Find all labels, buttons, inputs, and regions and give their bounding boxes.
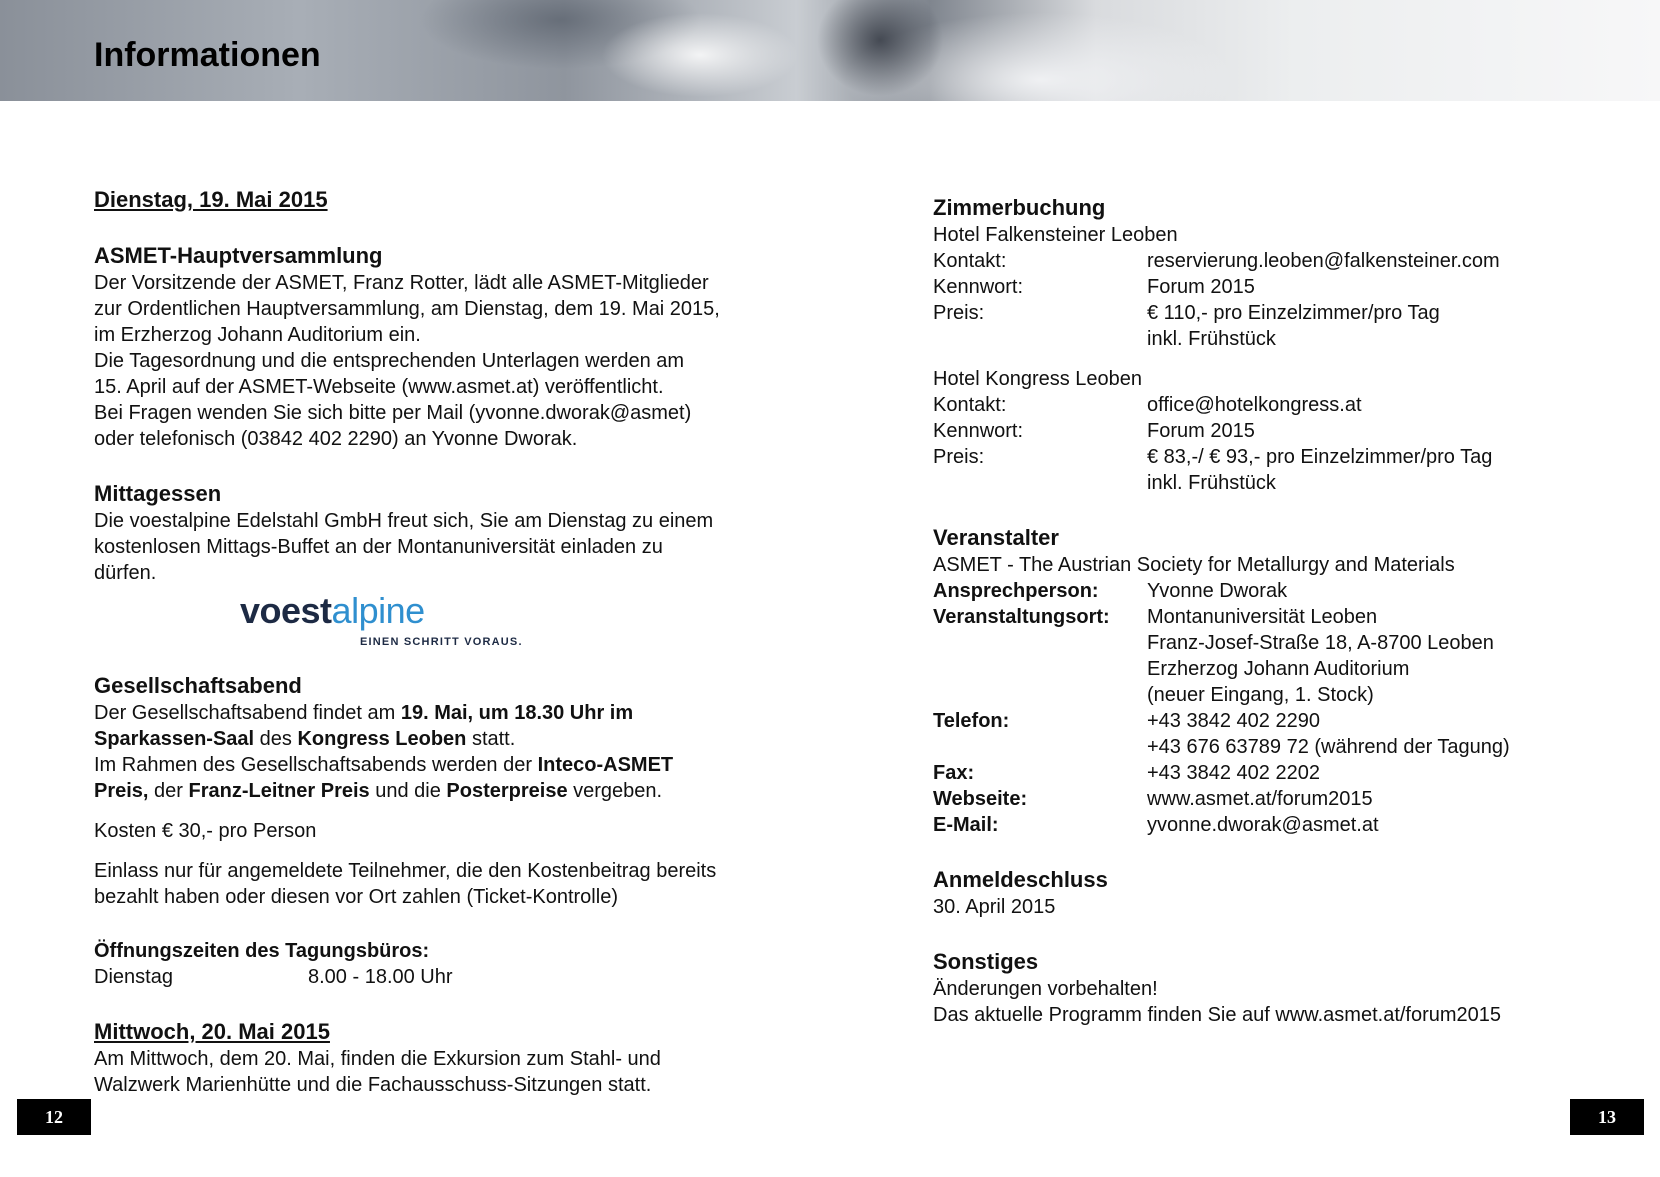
logo-part-alpine: alpine (331, 590, 425, 631)
info-row (933, 604, 1633, 630)
deadline-value: 30. April 2015 (933, 896, 1056, 918)
text-line: Die voestalpine Edelstahl GmbH freut sich, Sie am Dienstag zu einem (94, 510, 714, 532)
info-row (933, 300, 1633, 326)
text-line (94, 778, 794, 804)
text-line: oder telefonisch (03842 402 2290) an Yvonne Dworak. (94, 428, 578, 450)
info-row (933, 248, 1633, 274)
section-title: Sonstiges (933, 949, 1039, 974)
text-line: dürfen. (94, 562, 157, 584)
info-row (933, 708, 1633, 734)
text-run: und die (369, 780, 447, 802)
info-row (933, 812, 1633, 838)
logo-part-voest: voest (240, 590, 332, 631)
info-row (933, 786, 1633, 812)
text-run: Im Rahmen des Gesellschaftsabends werden der (94, 754, 538, 776)
row-label: Preis: (933, 302, 985, 324)
row-value: www.asmet.at/forum2015 (1147, 788, 1373, 810)
row-value: inkl. Frühstück (1147, 328, 1276, 350)
info-row (933, 392, 1633, 418)
row-label: Telefon: (933, 710, 1010, 732)
right-column (933, 194, 1633, 1028)
section-sonstiges (933, 948, 1633, 1028)
row-value: (neuer Eingang, 1. Stock) (1147, 684, 1374, 706)
section-mittagessen (94, 480, 794, 658)
hours-day: Dienstag (94, 966, 173, 988)
section-title: Öffnungszeiten des Tagungsbüros: (94, 940, 430, 962)
info-row (933, 578, 1633, 604)
text-run: der (148, 780, 189, 802)
row-value: Forum 2015 (1147, 420, 1255, 442)
text-run: Der Gesellschaftsabend findet am (94, 702, 401, 724)
row-label: Kontakt: (933, 250, 1007, 272)
logo-tagline: EINEN SCHRITT VORAUS. (360, 636, 523, 648)
row-label: Fax: (933, 762, 975, 784)
text-line: bezahlt haben oder diesen vor Ort zahlen (Ticket-Kontrolle) (94, 886, 618, 908)
date-heading-wednesday: Mittwoch, 20. Mai 2015 (94, 1019, 330, 1044)
section-veranstalter (933, 524, 1633, 838)
row-value: +43 3842 402 2290 (1147, 710, 1320, 732)
text-line: kostenlosen Mittags-Buffet an der Montanuniversität einladen zu (94, 536, 663, 558)
hotel-name: Hotel Kongress Leoben (933, 368, 1143, 390)
row-value: Montanuniversität Leoben (1147, 606, 1378, 628)
row-label (933, 326, 1147, 352)
page-number-right: 13 (1570, 1099, 1644, 1135)
row-label: Preis: (933, 446, 985, 468)
row-label: Kontakt: (933, 394, 1007, 416)
row-value: office@hotelkongress.at (1147, 394, 1362, 416)
section-title: Gesellschaftsabend (94, 673, 302, 698)
section-mittwoch (94, 1018, 794, 1098)
text-line: Einlass nur für angemeldete Teilnehmer, die den Kostenbeitrag bereits (94, 860, 717, 882)
page-number-left: 12 (17, 1099, 91, 1135)
header-banner (0, 0, 1660, 101)
text-line (94, 700, 794, 726)
row-label: E-Mail: (933, 814, 999, 836)
row-label: Veranstaltungsort: (933, 606, 1110, 628)
row-value: Erzherzog Johann Auditorium (1147, 658, 1410, 680)
row-label (933, 630, 1147, 656)
info-row (933, 274, 1633, 300)
section-title: Veranstalter (933, 525, 1059, 550)
row-label: Ansprechperson: (933, 580, 1099, 602)
organizer-name: ASMET - The Austrian Society for Metallurgy and Materials (933, 554, 1455, 576)
logo-wordmark (240, 590, 425, 632)
row-value: yvonne.dworak@asmet.at (1147, 814, 1379, 836)
row-label (933, 682, 1147, 708)
text-run-bold: Posterpreise (446, 780, 568, 802)
section-title: ASMET-Hauptversammlung (94, 243, 383, 268)
opening-hours-row (94, 964, 794, 990)
info-row (933, 656, 1633, 682)
cost-line: Kosten € 30,- pro Person (94, 820, 317, 842)
page-title: Informationen (94, 36, 321, 74)
text-run-bold: 19. Mai, um 18.30 Uhr im (400, 702, 634, 724)
section-gesellschaftsabend (94, 672, 794, 910)
info-row (933, 682, 1633, 708)
text-run: statt. (466, 728, 516, 750)
text-line (94, 726, 794, 752)
info-row (933, 470, 1633, 496)
row-value: inkl. Frühstück (1147, 472, 1276, 494)
row-value: Forum 2015 (1147, 276, 1255, 298)
text-run-bold: Franz-Leitner Preis (188, 780, 370, 802)
section-tagungsbuero (94, 938, 794, 990)
row-label (933, 656, 1147, 682)
text-run-bold: Sparkassen-Saal (94, 728, 255, 750)
text-run-bold: Kongress Leoben (297, 728, 467, 750)
text-line: zur Ordentlichen Hauptversammlung, am Dienstag, dem 19. Mai 2015, (94, 298, 720, 320)
text-line: Walzwerk Marienhütte und die Fachausschuss-Sitzungen statt. (94, 1074, 652, 1096)
left-column (94, 186, 794, 1098)
row-value: Franz-Josef-Straße 18, A-8700 Leoben (1147, 632, 1494, 654)
row-label (933, 470, 1147, 496)
info-row (933, 444, 1633, 470)
text-run: vergeben. (567, 780, 663, 802)
text-run-bold: Inteco-ASMET (537, 754, 674, 776)
row-label (933, 734, 1147, 760)
text-line: Änderungen vorbehalten! (933, 978, 1158, 1000)
text-line: Der Vorsitzende der ASMET, Franz Rotter, lädt alle ASMET-Mitglieder (94, 272, 709, 294)
row-label: Kennwort: (933, 420, 1024, 442)
text-line (94, 752, 794, 778)
text-line: Am Mittwoch, dem 20. Mai, finden die Exkursion zum Stahl- und (94, 1048, 661, 1070)
section-hauptversammlung (94, 242, 794, 452)
info-row (933, 734, 1633, 760)
text-run-bold: Preis, (94, 780, 149, 802)
info-row (933, 760, 1633, 786)
text-line: 15. April auf der ASMET-Webseite (www.asmet.at) veröffentlicht. (94, 376, 664, 398)
voestalpine-logo (94, 590, 794, 658)
section-title: Mittagessen (94, 481, 222, 506)
row-value: +43 3842 402 2202 (1147, 762, 1320, 784)
info-row (933, 418, 1633, 444)
info-row (933, 326, 1633, 352)
hotel-name: Hotel Falkensteiner Leoben (933, 224, 1178, 246)
date-heading-tuesday: Dienstag, 19. Mai 2015 (94, 187, 328, 212)
text-line: Das aktuelle Programm finden Sie auf www.asmet.at/forum2015 (933, 1004, 1502, 1026)
section-zimmerbuchung (933, 194, 1633, 496)
row-value: € 110,- pro Einzelzimmer/pro Tag (1147, 302, 1440, 324)
row-value: reservierung.leoben@falkensteiner.com (1147, 250, 1500, 272)
row-value: +43 676 63789 72 (während der Tagung) (1147, 736, 1510, 758)
row-value: € 83,-/ € 93,- pro Einzelzimmer/pro Tag (1147, 446, 1493, 468)
text-line: Die Tagesordnung und die entsprechenden Unterlagen werden am (94, 350, 685, 372)
info-row (933, 630, 1633, 656)
section-title: Zimmerbuchung (933, 195, 1106, 220)
section-title: Anmeldeschluss (933, 867, 1108, 892)
row-label: Kennwort: (933, 276, 1024, 298)
hours-time: 8.00 - 18.00 Uhr (308, 966, 453, 988)
text-run: des (254, 728, 298, 750)
section-anmeldeschluss (933, 866, 1633, 920)
row-value: Yvonne Dworak (1147, 580, 1288, 602)
row-label: Webseite: (933, 788, 1028, 810)
text-line: im Erzherzog Johann Auditorium ein. (94, 324, 421, 346)
text-line: Bei Fragen wenden Sie sich bitte per Mail (yvonne.dworak@asmet) (94, 402, 692, 424)
